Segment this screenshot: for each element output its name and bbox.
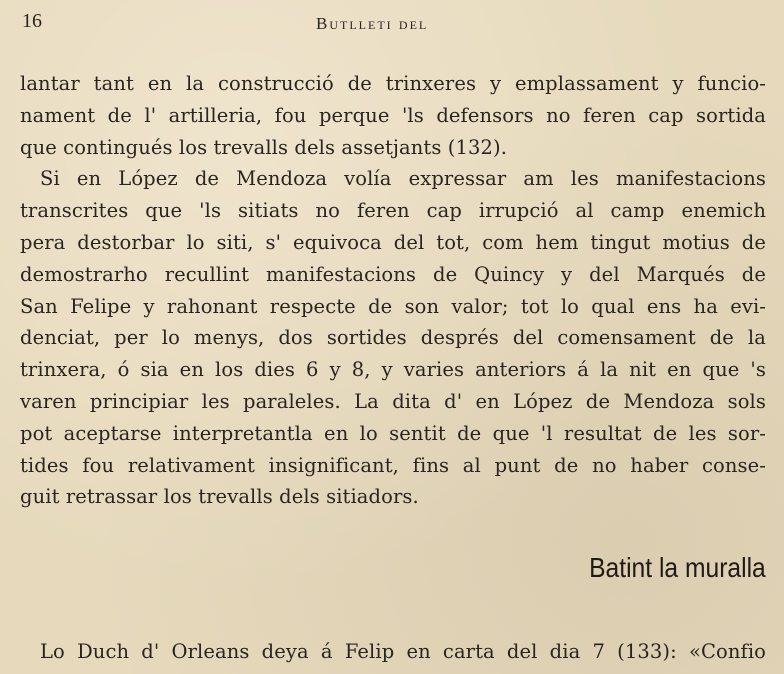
section-heading: Batint la muralla: [589, 552, 766, 583]
section-paragraph: [20, 636, 766, 668]
text-line: pot aceptarse interpretantla en lo sentit de que 'l resultat de les sor-: [20, 421, 766, 445]
text-line: San Felipe y rahonant respecte de son valor; tot lo qual ens ha evi-: [20, 294, 766, 318]
text-line: denciat, per lo menys, dos sortides després del comensament de la: [20, 326, 766, 350]
running-header: Butlleti del: [316, 14, 429, 33]
text-line: Lo Duch d' Orleans deya á Felip en carta del dia 7 (133): «Confio: [40, 640, 766, 663]
text-line: trinxera, ó sia en los dies 6 y 8, y varies anteriors á la nit en que 's: [20, 358, 766, 382]
page-number: 16: [22, 10, 42, 32]
text-line: que contingués los trevalls dels assetjants (132).: [20, 135, 508, 159]
text-line: guit retrassar los trevalls dels sitiadors.: [20, 485, 419, 509]
text-line: demostrarho recullint manifestacions de Quincy y del Marqués de: [20, 262, 766, 286]
text-line: varen principiar les paraleles. La dita d' en López de Mendoza sols: [20, 389, 766, 413]
text-line: lantar tant en la construcció de trinxeres y emplassament y funcio-: [20, 72, 766, 95]
text-line: transcrites que 'ls sitiats no feren cap irrupció al camp enemich: [20, 199, 766, 223]
text-line: Si en López de Mendoza volía expressar am les manifestacions: [40, 167, 766, 191]
body-text: [20, 68, 766, 513]
text-line: tides fou relativament insignificant, fins al punt de no haber conse-: [20, 453, 766, 477]
text-line: nament de l' artilleria, fou perque 'ls defensors no feren cap sortida: [20, 103, 766, 127]
text-line: pera destorbar lo siti, s' equivoca del tot, com hem tingut motius de: [20, 230, 766, 254]
